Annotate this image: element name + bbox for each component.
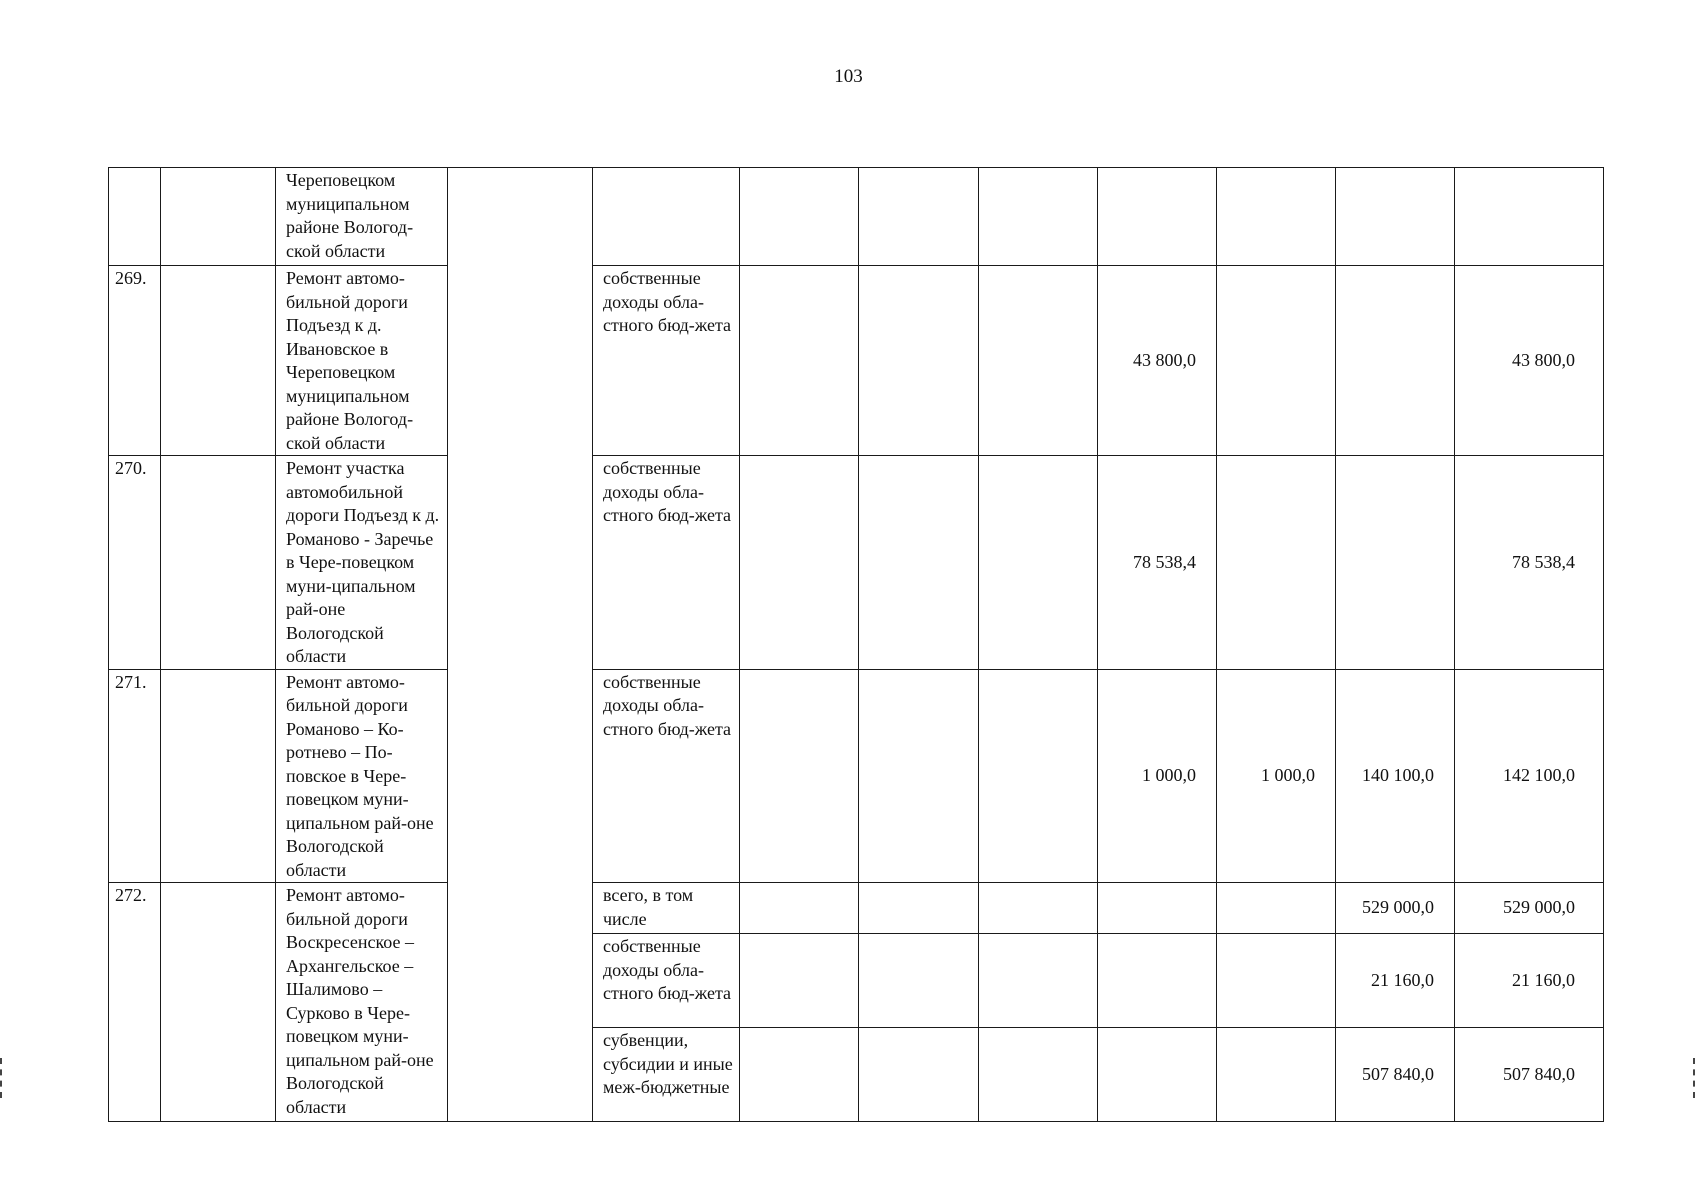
value-total: 78 538,4 <box>1455 456 1604 670</box>
cell-empty <box>740 456 859 670</box>
cell-code <box>161 669 276 883</box>
cell-empty <box>859 456 979 670</box>
table-row <box>109 266 1604 456</box>
cell-empty <box>859 669 979 883</box>
cell-empty <box>740 669 859 883</box>
cell-empty <box>1217 883 1336 934</box>
value-total: 507 840,0 <box>1455 1028 1604 1122</box>
value-year-3 <box>1336 266 1455 456</box>
cell-empty <box>740 168 859 266</box>
value-year-2 <box>1217 456 1336 670</box>
cell-empty <box>1098 168 1217 266</box>
cell-empty <box>979 669 1098 883</box>
cell-empty <box>979 456 1098 670</box>
value-year-1: 1 000,0 <box>1098 669 1217 883</box>
row-number: 270. <box>109 456 161 670</box>
cell-empty <box>1217 1028 1336 1122</box>
value-year-1: 78 538,4 <box>1098 456 1217 670</box>
row-number: 269. <box>109 266 161 456</box>
cell-empty <box>1336 168 1455 266</box>
funding-source: собственные доходы обла-стного бюд-жета <box>593 456 740 670</box>
cell-empty <box>979 168 1098 266</box>
cell-name: Череповецком муниципальном районе Вологод-ской области <box>276 168 448 266</box>
cell-code <box>161 883 276 1122</box>
table-row <box>109 883 1604 934</box>
cell-source <box>593 168 740 266</box>
funding-source: собственные доходы обла-стного бюд-жета <box>593 934 740 1028</box>
value-year-2 <box>1217 266 1336 456</box>
table-row-continuation <box>109 168 1604 266</box>
cell-empty <box>859 266 979 456</box>
value-year-3 <box>1336 456 1455 670</box>
cell-code <box>161 266 276 456</box>
cell-empty <box>740 883 859 934</box>
value-total: 43 800,0 <box>1455 266 1604 456</box>
cell-executor <box>448 456 593 670</box>
value-total: 142 100,0 <box>1455 669 1604 883</box>
funding-source: собственные доходы обла-стного бюд-жета <box>593 266 740 456</box>
cell-empty <box>859 883 979 934</box>
row-number: 272. <box>109 883 161 1122</box>
funding-source: всего, в том числе <box>593 883 740 934</box>
cell-empty <box>979 266 1098 456</box>
funding-source: собственные доходы обла-стного бюд-жета <box>593 669 740 883</box>
cell-empty <box>859 934 979 1028</box>
cell-empty <box>1098 883 1217 934</box>
cell-executor <box>448 883 593 1122</box>
value-total: 21 160,0 <box>1455 934 1604 1028</box>
scan-edge-mark-left <box>0 1058 4 1098</box>
value-year-2: 1 000,0 <box>1217 669 1336 883</box>
cell-empty <box>1455 168 1604 266</box>
cell-empty <box>979 1028 1098 1122</box>
cell-num <box>109 168 161 266</box>
cell-empty <box>1098 1028 1217 1122</box>
cell-empty <box>1217 934 1336 1028</box>
cell-code <box>161 168 276 266</box>
cell-code <box>161 456 276 670</box>
scan-edge-mark-right <box>1693 1058 1697 1098</box>
cell-empty <box>979 883 1098 934</box>
value-year-3: 529 000,0 <box>1336 883 1455 934</box>
value-year-3: 21 160,0 <box>1336 934 1455 1028</box>
table-row <box>109 456 1604 670</box>
cell-empty <box>1217 168 1336 266</box>
cell-empty <box>740 934 859 1028</box>
cell-executor <box>448 669 593 883</box>
object-name: Ремонт участка автомобильной дороги Подъезд к д. Романово - Заречье в Чере-повецком муни-ципальном рай-оне Вологодской области <box>276 456 448 670</box>
cell-empty <box>1098 934 1217 1028</box>
cell-executor <box>448 266 593 456</box>
object-name: Ремонт автомо-бильной дороги Романово – Ко-ротнево – По-повское в Чере-повецком муни-ципальном рай-оне Вологодской области <box>276 669 448 883</box>
row-number: 271. <box>109 669 161 883</box>
object-name: Ремонт автомо-бильной дороги Подъезд к д. Ивановское в Череповецком муниципальном районе Вологод-ской области <box>276 266 448 456</box>
cell-empty <box>859 168 979 266</box>
budget-table <box>108 167 1604 1122</box>
object-name: Ремонт автомо-бильной дороги Воскресенское – Архангельское – Шалимово – Сурково в Чере-повецком муни-ципальном рай-оне Вологодской области <box>276 883 448 1122</box>
cell-empty <box>979 934 1098 1028</box>
table-row <box>109 669 1604 883</box>
cell-executor <box>448 168 593 266</box>
value-year-3: 140 100,0 <box>1336 669 1455 883</box>
cell-empty <box>859 1028 979 1122</box>
page-number: 103 <box>834 66 863 87</box>
funding-source: субвенции, субсидии и иные меж-бюджетные <box>593 1028 740 1122</box>
value-total: 529 000,0 <box>1455 883 1604 934</box>
value-year-3: 507 840,0 <box>1336 1028 1455 1122</box>
cell-empty <box>740 266 859 456</box>
cell-empty <box>740 1028 859 1122</box>
value-year-1: 43 800,0 <box>1098 266 1217 456</box>
